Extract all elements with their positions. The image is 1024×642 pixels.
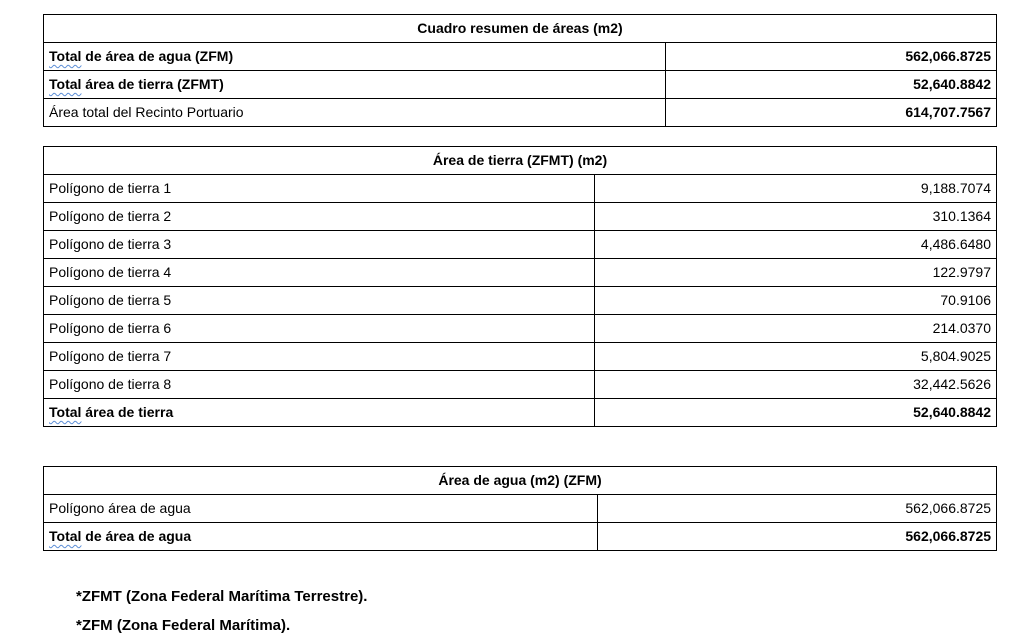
footnotes: [76, 582, 367, 640]
table-row: [44, 203, 997, 231]
label-rest: de área de agua: [81, 528, 192, 544]
polygon-value: 4,486.6480: [595, 231, 997, 259]
table-row: [44, 259, 997, 287]
polygon-value: 32,442.5626: [595, 371, 997, 399]
polygon-label: Polígono de tierra 5: [44, 287, 595, 315]
summary-row-label: [44, 71, 666, 99]
polygon-value: 122.9797: [595, 259, 997, 287]
summary-header: Cuadro resumen de áreas (m2): [44, 15, 997, 43]
polygon-label: Polígono de tierra 8: [44, 371, 595, 399]
polygon-value: 214.0370: [595, 315, 997, 343]
table-row: [44, 175, 997, 203]
label-rest: área de tierra: [81, 404, 174, 420]
label-rest: área de tierra (ZFMT): [81, 76, 224, 92]
polygon-value: 5,804.9025: [595, 343, 997, 371]
land-header: Área de tierra (ZFMT) (m2): [44, 147, 997, 175]
polygon-label: Polígono de tierra 1: [44, 175, 595, 203]
summary-row-label: [44, 43, 666, 71]
summary-row-value: 52,640.8842: [666, 71, 997, 99]
water-total-label: [44, 523, 598, 551]
total-word: Total: [49, 48, 82, 64]
land-area-table: [43, 146, 997, 427]
total-word: Total: [49, 76, 82, 92]
footnote-zfm: *ZFM (Zona Federal Marítima).: [76, 617, 291, 634]
table-row: [44, 371, 997, 399]
polygon-label: Polígono de tierra 6: [44, 315, 595, 343]
table-row: [44, 315, 997, 343]
polygon-value: 70.9106: [595, 287, 997, 315]
total-word: Total: [49, 528, 82, 544]
polygon-label: Polígono de tierra 7: [44, 343, 595, 371]
summary-row-label: Área total del Recinto Portuario: [44, 99, 666, 127]
polygon-value: 9,188.7074: [595, 175, 997, 203]
footnote-zfmt: *ZFMT (Zona Federal Marítima Terrestre).: [76, 588, 368, 605]
water-header-row: [44, 467, 997, 495]
polygon-label: Polígono de tierra 2: [44, 203, 595, 231]
polygon-value: 562,066.8725: [598, 495, 997, 523]
summary-row-land: [44, 71, 997, 99]
summary-row-value: 562,066.8725: [666, 43, 997, 71]
summary-header-row: [44, 15, 997, 43]
water-total-row: [44, 523, 997, 551]
summary-table: [43, 14, 997, 127]
label-rest: de área de agua (ZFM): [81, 48, 234, 64]
summary-row-water: [44, 43, 997, 71]
polygon-value: 310.1364: [595, 203, 997, 231]
water-total-value: 562,066.8725: [598, 523, 997, 551]
water-area-table: [43, 466, 997, 551]
land-total-row: [44, 399, 997, 427]
table-row: [44, 287, 997, 315]
table-row: [44, 495, 997, 523]
summary-row-total: [44, 99, 997, 127]
summary-row-value: 614,707.7567: [666, 99, 997, 127]
land-total-value: 52,640.8842: [595, 399, 997, 427]
polygon-label: Polígono de tierra 3: [44, 231, 595, 259]
table-row: [44, 343, 997, 371]
total-word: Total: [49, 404, 82, 420]
land-header-row: [44, 147, 997, 175]
water-header: Área de agua (m2) (ZFM): [44, 467, 997, 495]
polygon-label: Polígono área de agua: [44, 495, 598, 523]
table-row: [44, 231, 997, 259]
polygon-label: Polígono de tierra 4: [44, 259, 595, 287]
land-total-label: [44, 399, 595, 427]
